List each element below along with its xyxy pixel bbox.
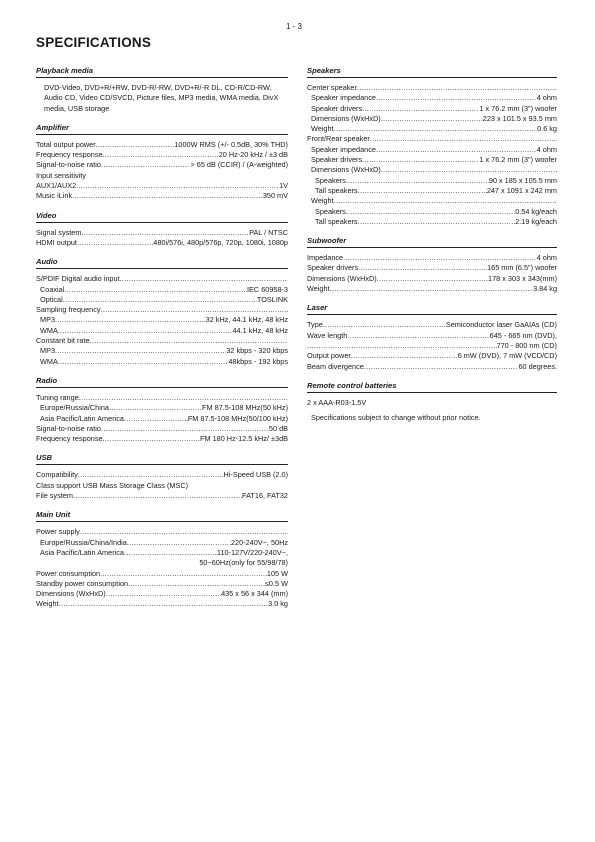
spec-value: 32 kbps - 320 kbps <box>226 346 288 356</box>
radio-section <box>36 376 288 444</box>
section-heading: Remote control batteries <box>307 381 557 393</box>
spec-value: 247 x 1091 x 242 mm <box>486 185 557 195</box>
spec-label: Compatibility <box>36 470 78 480</box>
usb-section <box>36 453 288 501</box>
spec-label: WMA <box>40 356 58 366</box>
spec-label: Tall speakers <box>315 185 358 195</box>
spec-value: 20 Hz-20 kHz / ±3 dB <box>218 150 288 160</box>
spec-label: Frequency response <box>36 434 103 444</box>
spec-label: Output power <box>307 351 351 361</box>
spec-row <box>307 274 557 284</box>
spec-value: FM 87.5-108 MHz(50/100 kHz) <box>187 413 288 423</box>
spec-label: Weight <box>307 284 330 294</box>
page-title: SPECIFICATIONS <box>36 35 152 50</box>
spec-row <box>36 414 288 424</box>
spec-label: MP3 <box>40 346 56 356</box>
spec-label: File system <box>36 491 73 501</box>
spec-subheading: Front/Rear speaker ..... <box>307 134 557 144</box>
section-heading: Audio <box>36 257 288 269</box>
spec-row <box>36 285 288 295</box>
spec-label: Weight <box>311 124 334 134</box>
playback-text: DVD-Video, DVD+R/+RW, DVD-R/-RW, DVD+R/-R DL, CD-R/CD-RW, Audio CD, Video CD/SVCD, Picture files, MP3 media, WMA media, DivX media, USB storage <box>44 83 279 113</box>
spec-subheading: Class support USB Mass Storage Class (MSC) <box>36 480 189 490</box>
spec-value: 220-240V~, 50Hz <box>231 537 288 547</box>
spec-row <box>36 191 288 201</box>
spec-value: 105 W <box>266 568 288 578</box>
spec-value: 60 degrees. <box>518 361 557 371</box>
spec-row <box>36 538 288 548</box>
spec-label: Power consumption <box>36 568 101 578</box>
spec-label: Dimensions (WxHxD) <box>307 273 377 283</box>
spec-row <box>307 351 557 361</box>
spec-value: 435 x 56 x 344 (mm) <box>221 589 288 599</box>
spec-value: 645 - 665 nm (DVD), <box>489 330 557 340</box>
remote-section <box>307 381 557 424</box>
spec-label: Speaker drivers <box>311 155 363 165</box>
spec-row <box>36 424 288 434</box>
spec-label: Tall speakers <box>315 216 358 226</box>
spec-row <box>307 145 557 155</box>
spec-row <box>36 569 288 579</box>
spec-value: ≤0.5 W <box>264 578 288 588</box>
spec-row <box>307 176 557 186</box>
spec-value: 2.19 kg/each <box>515 216 557 226</box>
spec-value: PAL / NTSC <box>249 227 288 237</box>
spec-row-continuation <box>36 558 288 568</box>
section-heading: Radio <box>36 376 288 388</box>
spec-row <box>36 357 288 367</box>
spec-value: 3.0 kg <box>268 599 288 609</box>
spec-row <box>307 124 557 134</box>
spec-row <box>36 579 288 589</box>
spec-row <box>36 548 288 558</box>
spec-subheading: Input sensitivity <box>36 170 86 180</box>
disclaimer-note: Specifications subject to change without prior notice. <box>311 413 481 423</box>
spec-subheading: Center speaker ..... <box>307 83 557 93</box>
spec-label: Speaker impedance <box>311 93 376 103</box>
spec-label: Signal-to-noise ratio <box>36 423 101 433</box>
spec-value: 0.54 kg/each <box>515 206 557 216</box>
spec-row <box>307 320 557 330</box>
speakers-section <box>307 66 557 227</box>
section-heading: Speakers <box>307 66 557 78</box>
spec-label: Signal-to-noise ratio <box>36 160 101 170</box>
spec-label: WMA <box>40 325 58 335</box>
spec-value: 1 x 76.2 mm (3") woofer <box>479 103 557 113</box>
spec-label: Optical <box>40 294 63 304</box>
spec-row <box>307 217 557 227</box>
spec-subheading: Constant bit rate ..... <box>36 336 288 346</box>
spec-value: 48kbps - 192 kbps <box>228 356 288 366</box>
spec-row <box>36 140 288 150</box>
spec-value: 50 dB <box>268 423 288 433</box>
spec-value: FM 87.5-108 MHz(50 kHz) <box>202 403 288 413</box>
spec-value: 223 x 101.5 x 93.5 mm <box>482 113 557 123</box>
page-number: 1 - 3 <box>286 22 303 31</box>
audio-section <box>36 257 288 367</box>
spec-row <box>36 491 288 501</box>
spec-row <box>36 295 288 305</box>
spec-row <box>307 263 557 273</box>
amplifier-section <box>36 123 288 202</box>
spec-row <box>36 326 288 336</box>
spec-row <box>36 228 288 238</box>
spec-label: Speaker drivers <box>311 103 363 113</box>
spec-subheading: Dimensions (WxHxD) ..... <box>307 165 557 175</box>
subwoofer-section <box>307 236 557 294</box>
spec-value: 1 x 76.2 mm (3") woofer <box>479 155 557 165</box>
spec-row <box>36 346 288 356</box>
spec-value: 110-127V/220-240V~, <box>216 547 288 557</box>
section-heading: Playback media <box>36 66 288 78</box>
section-heading: Video <box>36 211 288 223</box>
spec-row <box>307 104 557 114</box>
spec-value: 6 mW (DVD), 7 mW (VCD/CD) <box>457 351 557 361</box>
spec-row <box>307 114 557 124</box>
spec-row <box>307 253 557 263</box>
spec-label: Asia Pacific/Latin America <box>40 413 124 423</box>
spec-label: Europe/Russia/China/India <box>40 537 127 547</box>
spec-row-continuation <box>307 341 557 351</box>
battery-spec: 2 x AAA-R03-1.5V <box>307 397 367 407</box>
section-heading: Subwoofer <box>307 236 557 248</box>
spec-label: HDMI output <box>36 237 77 247</box>
spec-label: Standby power consumption <box>36 578 129 588</box>
spec-row <box>36 160 288 170</box>
spec-value: 1000W RMS (+/- 0.5dB, 30% THD) <box>174 139 288 149</box>
spec-row <box>36 181 288 191</box>
spec-label: AUX1/AUX2 <box>36 181 77 191</box>
spec-subheading: Sampling frequency ..... <box>36 305 288 315</box>
spec-value: 480i/576i, 480p/576p, 720p, 1080i, 1080p <box>153 237 288 247</box>
spec-value: 4 ohm <box>536 144 557 154</box>
spec-row <box>307 362 557 372</box>
spec-label: Total output power <box>36 139 96 149</box>
spec-row <box>36 470 288 480</box>
spec-row <box>307 186 557 196</box>
spec-row <box>36 238 288 248</box>
spec-label: Dimensions (WxHxD) <box>311 113 381 123</box>
spec-value: 350 mV <box>262 191 288 201</box>
spec-value: 44.1 kHz, 48 kHz <box>232 325 288 335</box>
spec-label: Beam divergence <box>307 361 364 371</box>
spec-row <box>307 331 557 341</box>
spec-row <box>307 155 557 165</box>
spec-subheading: Weight ..... <box>307 196 557 206</box>
section-heading: Laser <box>307 303 557 315</box>
spec-row <box>307 284 557 294</box>
spec-value: Hi-Speed USB (2.0) <box>223 470 288 480</box>
main-unit-section <box>36 510 288 609</box>
spec-value: 3.84 kg <box>533 284 557 294</box>
spec-value: 178 x 303 x 343(mm) <box>488 273 557 283</box>
playback-section <box>36 66 288 114</box>
spec-value: 32 kHz, 44.1 kHz, 48 kHz <box>205 315 288 325</box>
spec-label: Asia Pacific/Latin America <box>40 547 124 557</box>
section-heading: USB <box>36 453 288 465</box>
spec-value: 4 ohm <box>536 253 557 263</box>
spec-label: Weight <box>36 599 59 609</box>
spec-row <box>307 207 557 217</box>
spec-label: Speakers <box>315 206 346 216</box>
spec-label: Signal system <box>36 227 82 237</box>
spec-row <box>36 403 288 413</box>
spec-row <box>36 315 288 325</box>
spec-label: Speaker drivers <box>307 263 359 273</box>
spec-row <box>307 93 557 103</box>
right-column <box>307 66 557 432</box>
spec-value: IEC 60958-3 <box>247 284 288 294</box>
section-heading: Amplifier <box>36 123 288 135</box>
spec-label: MP3 <box>40 315 56 325</box>
spec-label: Speaker impedance <box>311 144 376 154</box>
spec-subheading: S/PDIF Digital audio input ..... <box>36 274 288 284</box>
spec-value: FAT16, FAT32 <box>242 491 288 501</box>
spec-row <box>36 589 288 599</box>
spec-value: Semiconductor laser GaAIAs (CD) <box>445 320 557 330</box>
spec-label: Dimensions (WxHxD) <box>36 589 106 599</box>
spec-subheading: Tuning range ..... <box>36 393 288 403</box>
video-section <box>36 211 288 249</box>
spec-row <box>36 434 288 444</box>
spec-label: Speakers <box>315 175 346 185</box>
spec-value: TOSLINK <box>256 294 288 304</box>
spec-row <box>36 150 288 160</box>
spec-label: Impedance <box>307 253 344 263</box>
spec-row <box>36 599 288 609</box>
spec-label: Frequency response <box>36 150 103 160</box>
spec-value: 90 x 185 x 105.5 mm <box>488 175 557 185</box>
spec-value: FM 180 Hz-12.5 kHz/ ±3dB <box>200 434 288 444</box>
spec-label: Europe/Russia/China <box>40 403 109 413</box>
section-heading: Main Unit <box>36 510 288 522</box>
laser-section <box>307 303 557 371</box>
spec-value: 165 mm (6.5") woofer <box>487 263 557 273</box>
spec-value: 50~60Hz(only for 55/98/78) <box>199 558 288 568</box>
spec-label: Type <box>307 320 323 330</box>
spec-label: Wave length <box>307 330 348 340</box>
spec-value: 0.6 kg <box>537 124 557 134</box>
left-column <box>36 66 288 619</box>
spec-label: Coaxial <box>40 284 65 294</box>
spec-value: 1V <box>279 181 288 191</box>
spec-subheading: Power supply ..... <box>36 527 288 537</box>
spec-value: 4 ohm <box>536 93 557 103</box>
spec-label: Music iLink <box>36 191 73 201</box>
spec-value: 770 - 800 nm (CD) <box>496 340 557 350</box>
spec-value: > 65 dB (CCIR) / (A-weighted) <box>190 160 288 170</box>
